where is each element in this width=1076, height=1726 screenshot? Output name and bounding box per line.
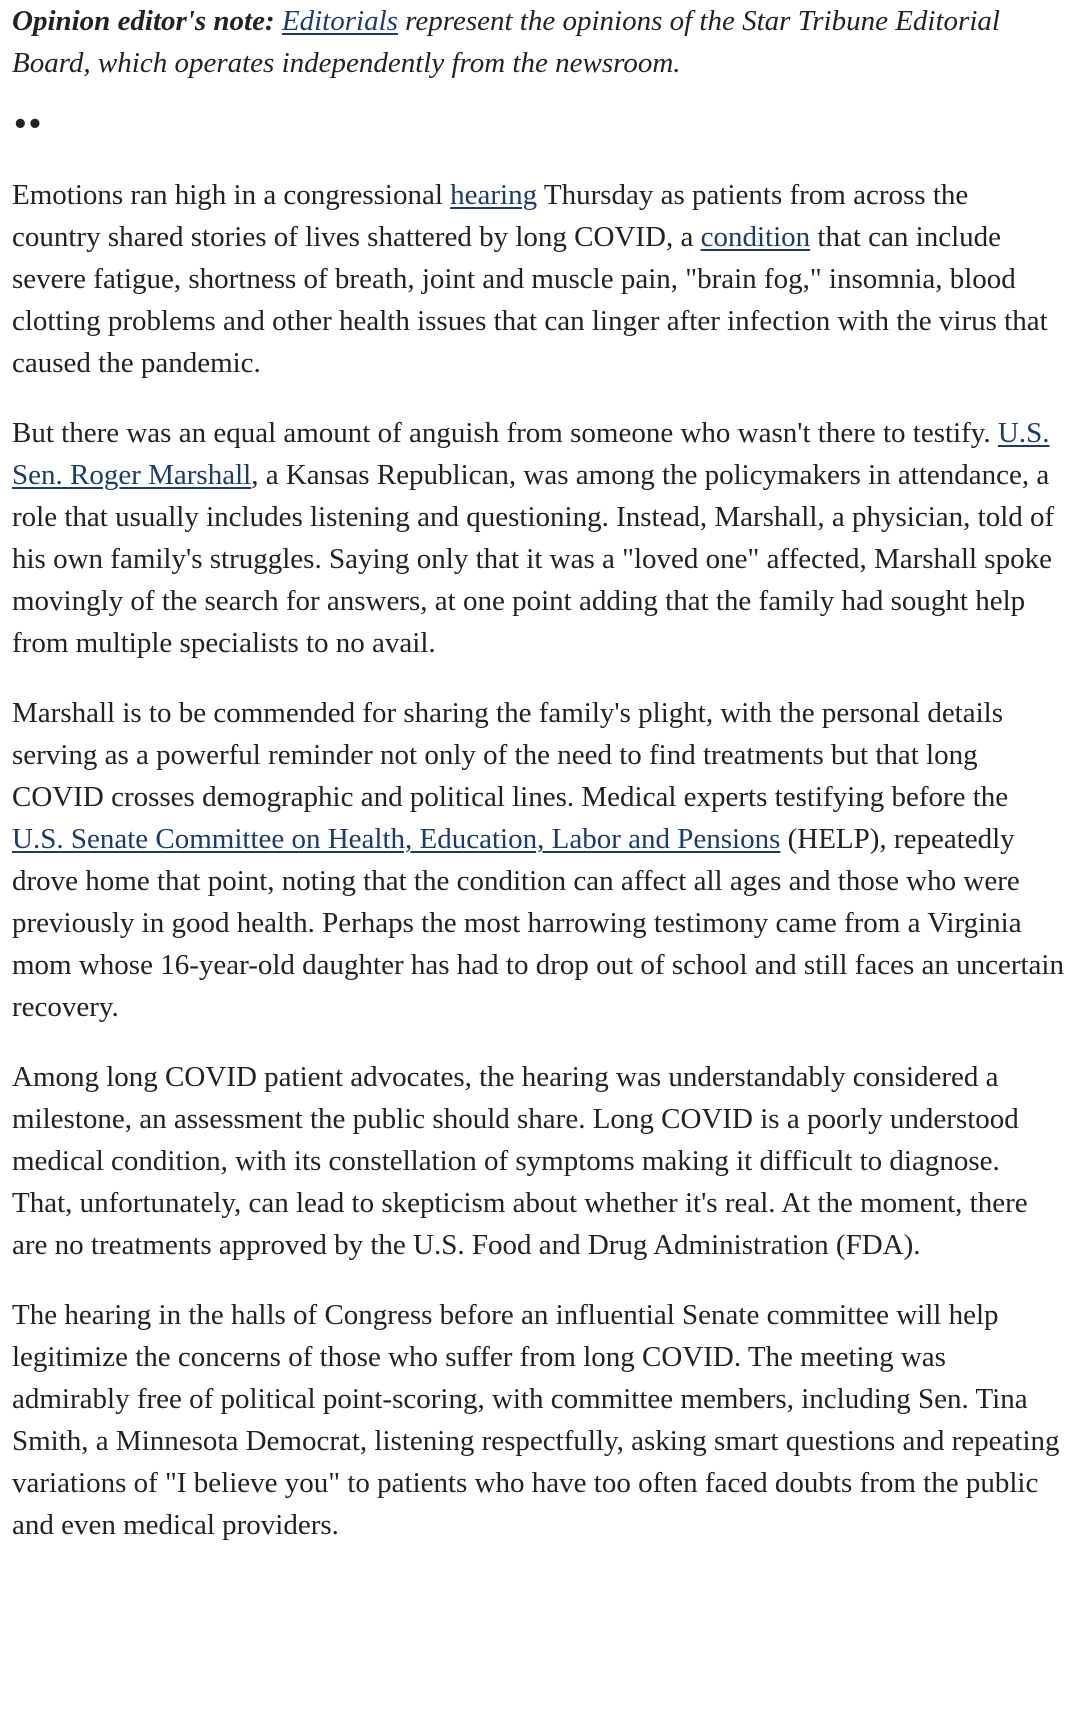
help-committee-link[interactable]: U.S. Senate Committee on Health, Education, Labor and Pensions [12,823,781,855]
paragraph-1-text-c: that can include severe fatigue, shortness of breath, joint and muscle pain, "brain fog," insomnia, blood clotting problems and other health issues that can linger after infection with the virus that caused the pandemic. [12,221,1048,379]
editor-note-text: represent the opinions of the Star Tribune Editorial Board, which operates independently from the newsroom. [12,5,1000,79]
editor-note-label: Opinion editor's note: [12,5,275,37]
paragraph-3-text-a: Marshall is to be commended for sharing the family's plight, with the personal details serving as a powerful reminder not only of the need to find treatments but that long COVID crosses demographic and political lines. Medical experts testifying before the [12,697,1009,813]
section-divider: •• [12,110,42,140]
paragraph-2 [12,412,1064,664]
paragraph-1-text-b: Thursday as patients from across the country shared stories of lives shattered by long COVID, a [12,179,969,253]
paragraph-4-text: Among long COVID patient advocates, the hearing was understandably considered a milestone, an assessment the public should share. Long COVID is a poorly understood medical condition, with its constellation of symptoms making it difficult to diagnose. That, unfortunately, can lead to skepticism about whether it's real. At the moment, there are no treatments approved by the U.S. Food and Drug Administration (FDA). [12,1061,1028,1261]
editor-note [12,0,1064,84]
paragraph-1 [12,174,1064,384]
condition-link[interactable]: condition [700,221,811,253]
paragraph-5-text: The hearing in the halls of Congress before an influential Senate committee will help legitimize the concerns of those who suffer from long COVID. The meeting was admirably free of political point-scoring, with committee members, including Sen. Tina Smith, a Minnesota Democrat, listening respectfully, asking smart questions and repeating variations of "I believe you" to patients who have too often faced doubts from the public and even medical providers. [12,1299,1060,1541]
paragraph-2-text-b: , a Kansas Republican, was among the policymakers in attendance, a role that usually includes listening and questioning. Instead, Marshall, a physician, told of his own family's struggles. Saying only that it was a "loved one" affected, Marshall spoke movingly of the search for answers, at one point adding that the family had sought help from multiple specialists to no avail. [12,459,1055,659]
article-body [12,0,1064,1574]
paragraph-3 [12,692,1064,1028]
paragraph-5 [12,1294,1064,1546]
paragraph-3-text-b: (HELP), repeatedly drove home that point, noting that the condition can affect all ages and those who were previously in good health. Perhaps the most harrowing testimony came from a Virginia mom whose 16-year-old daughter has had to drop out of school and still faces an uncertain recovery. [12,823,1064,1023]
hearing-link[interactable]: hearing [450,179,538,211]
paragraph-2-text-a: But there was an equal amount of anguish from someone who wasn't there to testify. [12,417,998,449]
editorials-link[interactable]: Editorials [281,5,398,37]
paragraph-4 [12,1056,1064,1266]
paragraph-1-text-a: Emotions ran high in a congressional [12,179,451,211]
roger-marshall-link[interactable]: U.S. Sen. Roger Marshall [12,417,1050,491]
